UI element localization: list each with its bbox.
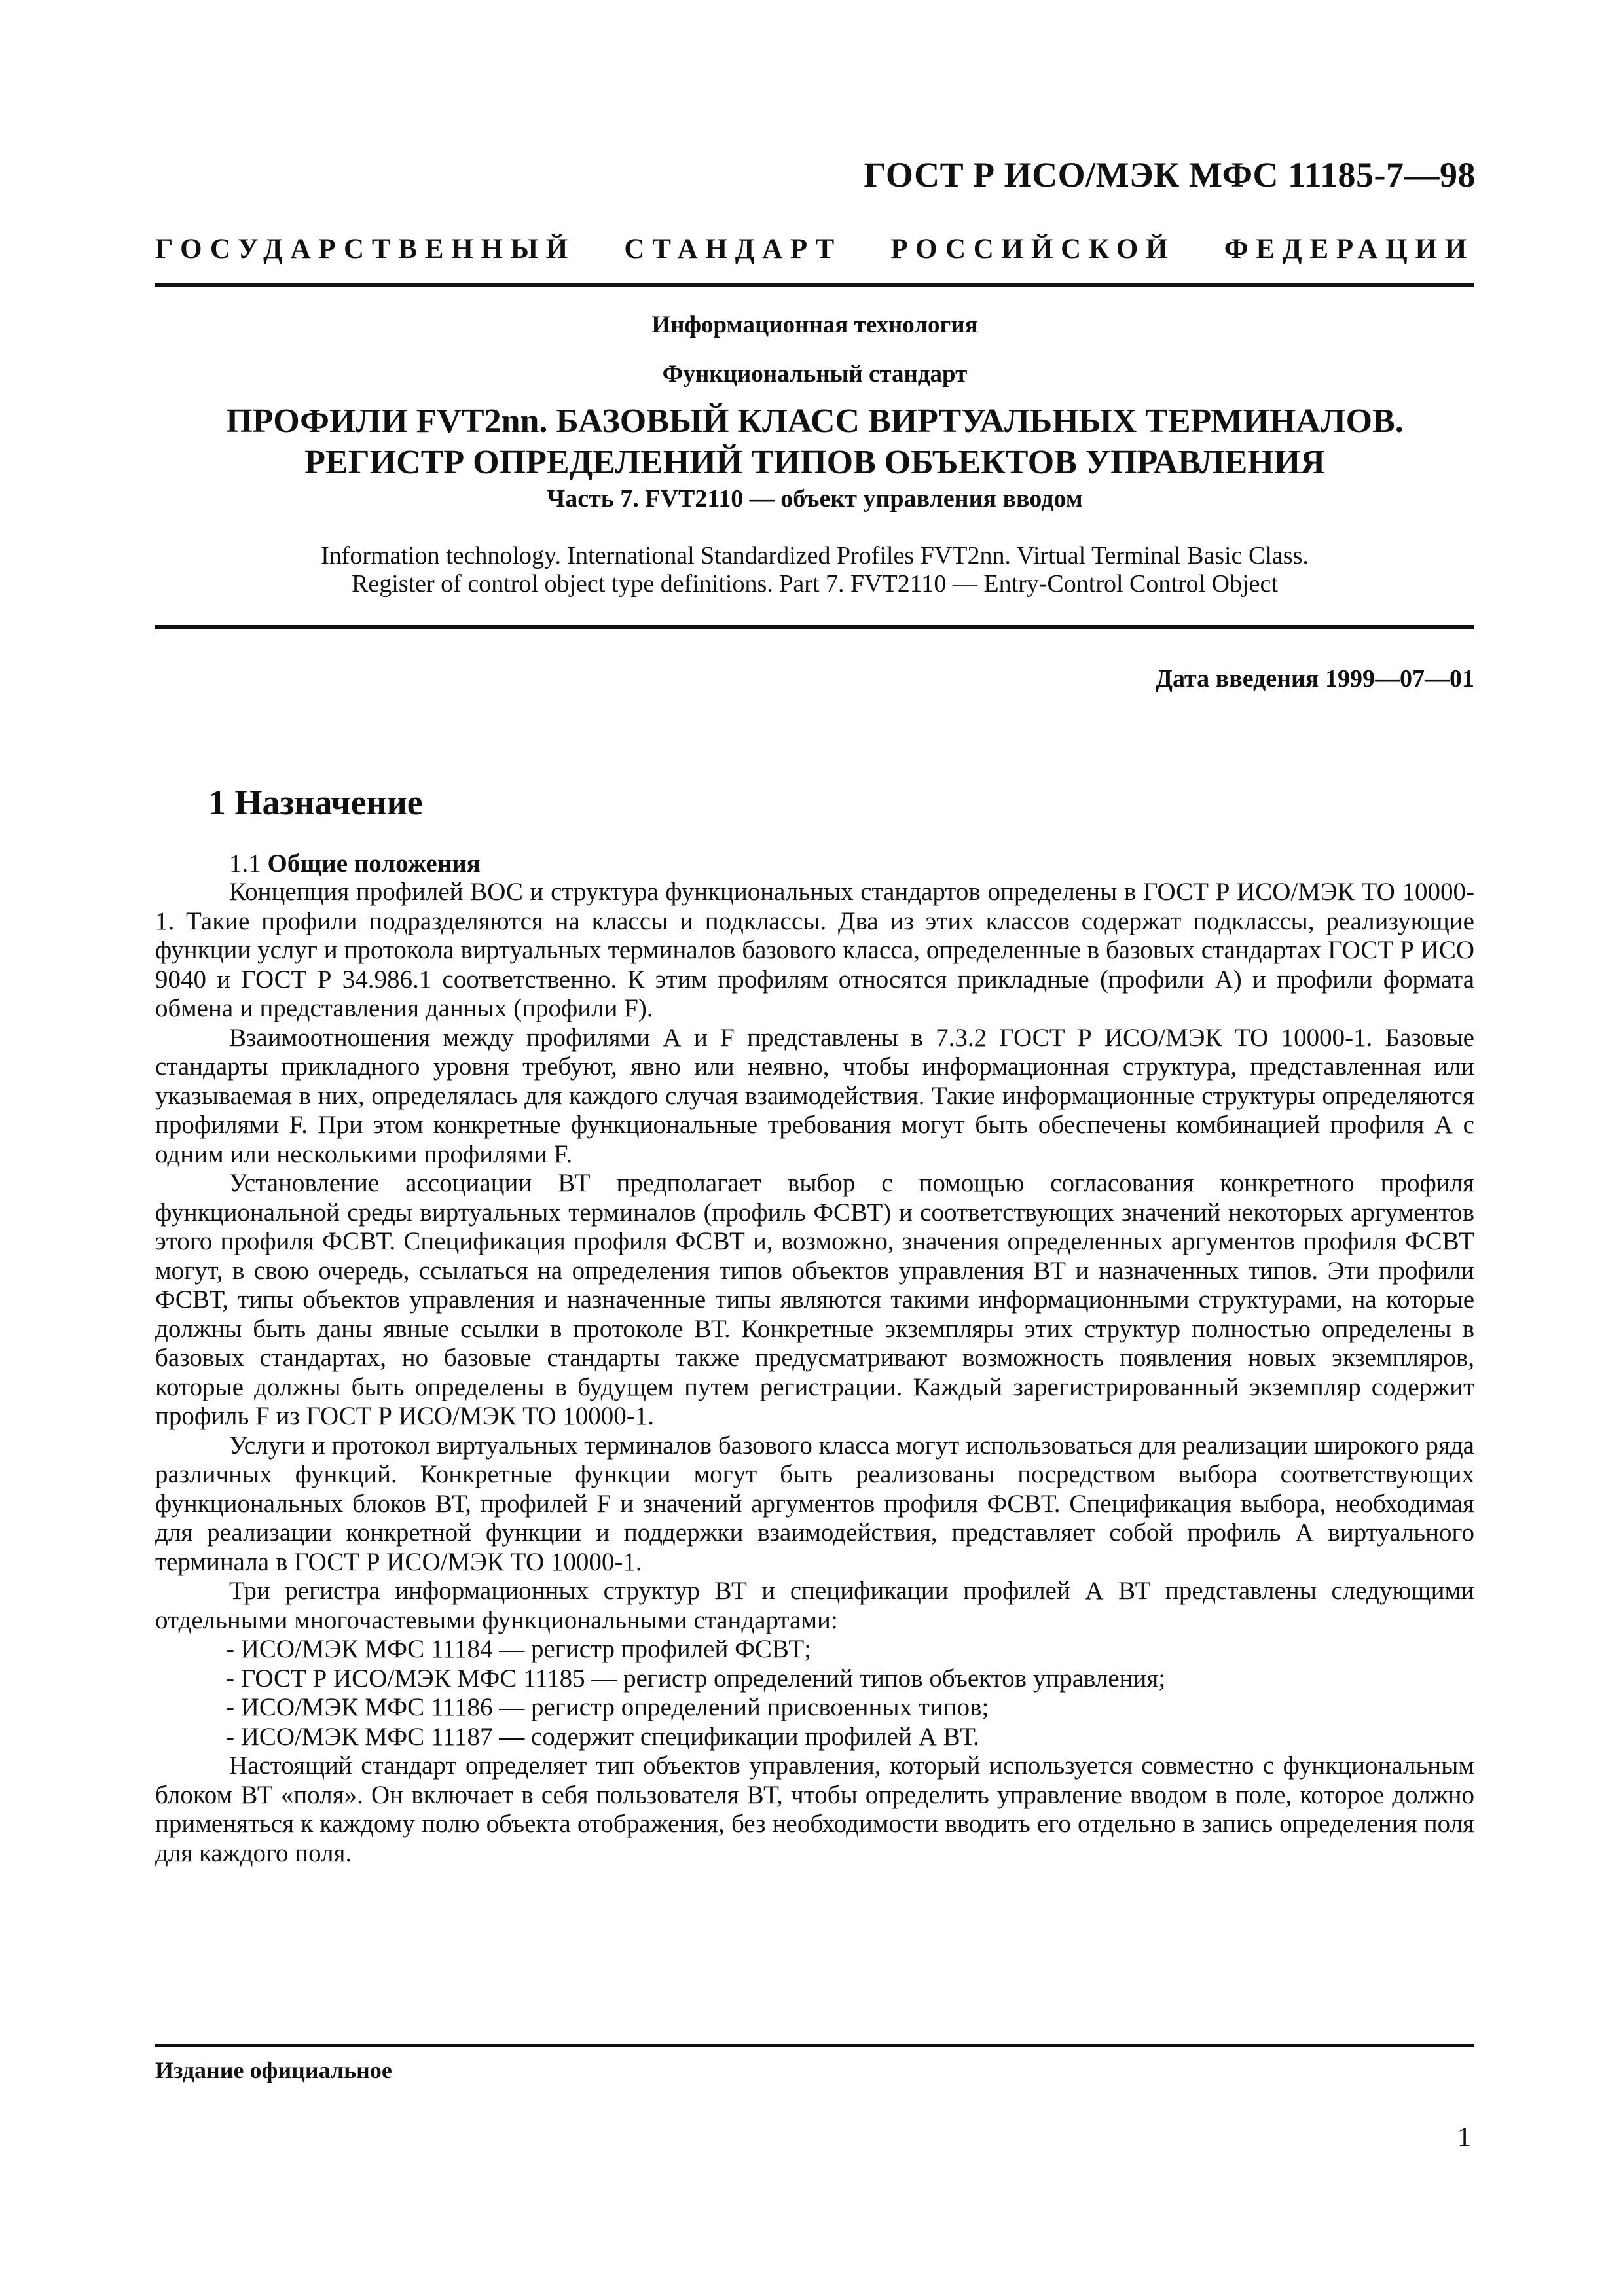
list-item: - ИСО/МЭК МФС 11186 — регистр определений присвоенных типов; xyxy=(226,1693,989,1721)
title-divider xyxy=(155,625,1474,629)
section-heading: 1 Назначение xyxy=(208,783,423,822)
english-title xyxy=(155,542,1474,598)
subsection-title: Общие положения xyxy=(267,850,481,878)
paragraph: Концепция профилей ВОС и структура функциональных стандартов определены в ГОСТ Р ИСО/МЭК ТО 10000-1. Такие профили подразделяются на классы и подклассы. Два из этих классов содержат подклассы, реализующие функции услуг и протокола виртуальных терминалов базового класса, определенные в базовых стандартах ГОСТ Р ИСО 9040 и ГОСТ Р 34.986.1 соответственно. К этим профилям относятся прикладные (профили А) и профили формата обмена и представления данных (профили F). xyxy=(155,878,1474,1022)
footer-divider xyxy=(155,2044,1474,2047)
subsection-heading xyxy=(229,849,481,878)
list-item: - ИСО/МЭК МФС 11187 — содержит спецификации профилей А ВТ. xyxy=(226,1722,979,1751)
page-number: 1 xyxy=(1457,2123,1471,2153)
paragraph: Настоящий стандарт определяет тип объектов управления, который используется совместно с функциональным блоком ВТ «поля». Он включает в себя пользователя ВТ, чтобы определить управление вводом в поле, которое должно применяться к каждому полю объекта отображения, без необходимости вводить его отдельно в запись определения поля для каждого поля. xyxy=(155,1751,1474,1867)
subtitle-information-technology: Информационная технология xyxy=(651,312,978,338)
paragraph: Услуги и протокол виртуальных терминалов базового класса могут использоваться для реализации широкого ряда различных функций. Конкретные функции могут быть реализованы посредством выбора соответствующих функциональных блоков ВТ, профилей F и значений аргументов профиля ФСВТ. Спецификация выбора, необходимая для реализации конкретной функции и поддержки взаимодействия, представляет собой профиль А виртуального терминала в ГОСТ Р ИСО/МЭК ТО 10000-1. xyxy=(155,1431,1474,1576)
paragraph: Установление ассоциации ВТ предполагает выбор с помощью согласования конкретного профиля функциональной среды виртуальных терминалов (профиль ФСВТ) и соответствующих значений некоторых аргументов этого профиля ФСВТ. Спецификация профиля ФСВТ и, возможно, значения определенных аргументов профиля ФСВТ могут, в свою очередь, ссылаться на определения типов объектов управления ВТ и назначенных типов. Эти профили ФСВТ, типы объектов управления и назначенные типы являются такими информационными структурами, на которые должны быть даны явные ссылки в протоколе ВТ. Конкретные экземпляры этих структур полностью определены в базовых стандартах, но базовые стандарты также предусматривают возможность появления новых экземпляров, которые должны быть определены в будущем путем регистрации. Каждый зарегистрированный экземпляр содержит профиль F из ГОСТ Р ИСО/МЭК ТО 10000-1. xyxy=(155,1169,1474,1430)
english-title-line-1: Information technology. International Standardized Profiles FVT2nn. Virtual Terminal Basic Class. xyxy=(321,542,1309,569)
introduction-date: Дата введения 1999—07—01 xyxy=(1155,665,1474,692)
body-text xyxy=(155,878,1474,1868)
document-code: ГОСТ Р ИСО/МЭК МФС 11185-7—98 xyxy=(864,155,1476,194)
english-title-line-2: Register of control object type definitions. Part 7. FVT2110 — Entry-Control Control Object xyxy=(352,570,1278,598)
paragraph: Взаимоотношения между профилями А и F представлены в 7.3.2 ГОСТ Р ИСО/МЭК ТО 10000-1. Базовые стандарты прикладного уровня требуют, явно или неявно, чтобы информационная структура, представленная или указываемая в них, определялась для каждого случая взаимодействия. Такие информационные структуры определяются профилями F. При этом конкретные функциональные требования могут быть обеспечены комбинацией профиля А с одним или несколькими профилями F. xyxy=(155,1023,1474,1168)
state-standard-line: ГОСУДАРСТВЕННЫЙ СТАНДАРТ РОССИЙСКОЙ ФЕДЕРАЦИИ xyxy=(155,234,1474,264)
list-item: - ИСО/МЭК МФС 11184 — регистр профилей ФСВТ; xyxy=(226,1635,812,1663)
part-title: Часть 7. FVT2110 — объект управления вводом xyxy=(547,485,1083,512)
main-title-line-1: ПРОФИЛИ FVT2nn. БАЗОВЫЙ КЛАСС ВИРТУАЛЬНЫХ ТЕРМИНАЛОВ. xyxy=(226,403,1404,440)
official-edition-label: Издание официальное xyxy=(155,2057,392,2083)
header-divider xyxy=(155,283,1474,287)
paragraph: Три регистра информационных структур ВТ и спецификации профилей А ВТ представлены следующими отдельными многочастевыми функциональными стандартами: xyxy=(155,1577,1474,1634)
main-title-line-2: РЕГИСТР ОПРЕДЕЛЕНИЙ ТИПОВ ОБЪЕКТОВ УПРАВЛЕНИЯ xyxy=(304,444,1325,481)
subtitle-functional-standard: Функциональный стандарт xyxy=(662,361,968,387)
main-title xyxy=(155,401,1474,483)
subsection-number: 1.1 xyxy=(229,850,261,878)
list-item: - ГОСТ Р ИСО/МЭК МФС 11185 — регистр определений типов объектов управления; xyxy=(226,1664,1166,1693)
